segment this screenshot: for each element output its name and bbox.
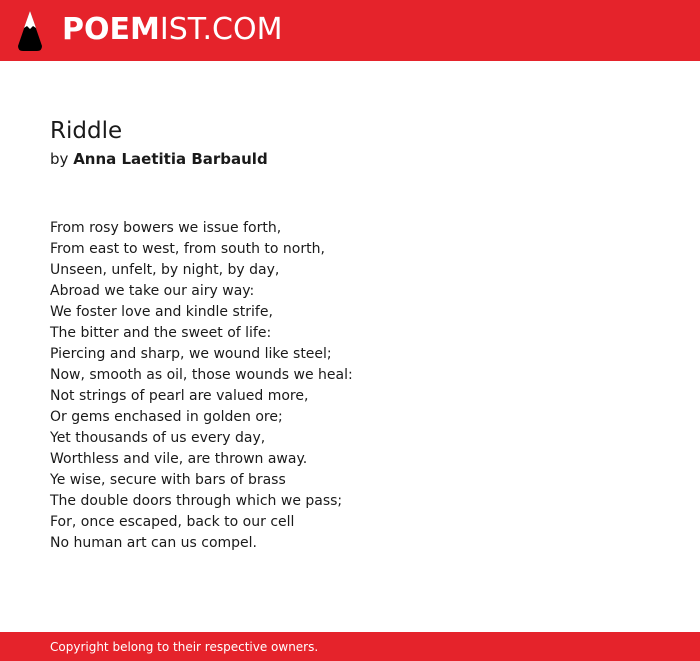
byline [50,149,268,169]
poem-body [50,218,353,554]
by-label: by [50,150,69,168]
logo-light-part: IST.COM [159,12,283,47]
poem-line: The bitter and the sweet of life: [50,325,272,341]
site-logo[interactable] [62,12,282,48]
pencil-tip-icon[interactable] [17,10,43,52]
author-name: Anna Laetitia Barbauld [73,150,268,168]
poem-line: The double doors through which we pass; [50,493,343,509]
poem-line: Yet thousands of us every day, [50,430,266,446]
copyright-text: Copyright belong to their respective owners. [50,640,319,654]
site-header [0,0,700,61]
logo-bold-part: POEM [62,12,160,47]
poem-line: Unseen, unfelt, by night, by day, [50,262,280,278]
site-footer [0,632,700,661]
poem-line: From rosy bowers we issue forth, [50,220,282,236]
poem-line: We foster love and kindle strife, [50,304,273,320]
poem-title: Riddle [50,118,123,144]
poem-line: Worthless and vile, are thrown away. [50,451,308,467]
poem-line: No human art can us compel. [50,535,258,551]
poem-line: Not strings of pearl are valued more, [50,388,309,404]
poem-line: Or gems enchased in golden ore; [50,409,283,425]
poem-line: For, once escaped, back to our cell [50,514,295,530]
poem-line: Ye wise, secure with bars of brass [50,472,286,488]
poem-line: Abroad we take our airy way: [50,283,255,299]
poem-line: Piercing and sharp, we wound like steel; [50,346,332,362]
poem-line: Now, smooth as oil, those wounds we heal: [50,367,353,383]
poem-line: From east to west, from south to north, [50,241,325,257]
